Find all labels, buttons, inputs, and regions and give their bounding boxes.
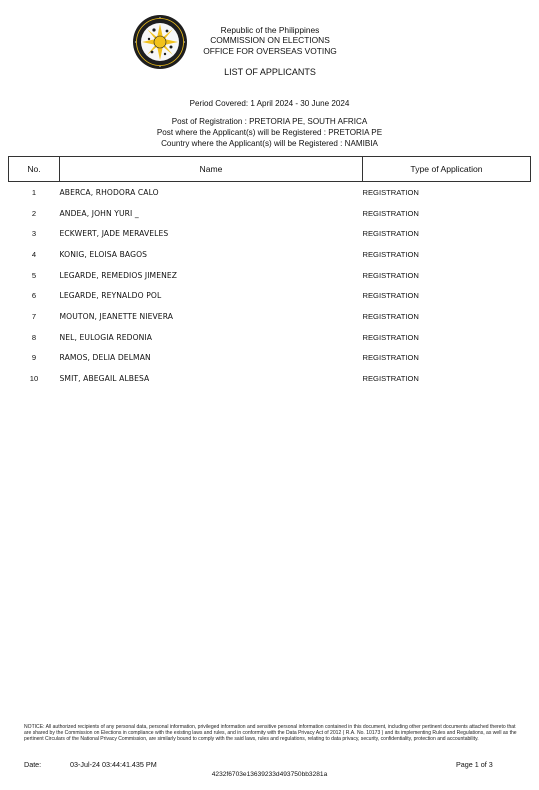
table-row xyxy=(9,348,531,369)
table-row xyxy=(9,244,531,265)
generated-date: 03-Jul-24 03:44:41.435 PM xyxy=(70,760,157,769)
applicant-name: LEGARDE, REYNALDO POL xyxy=(59,291,162,301)
privacy-notice: NOTICE: All authorized recipients of any personal data, personal information, privileged information and sensitive personal information contained in this document, including other pertinent documents attached thereto that are shared by the Commission on Elections in compliance with the existing laws and rules, and in conformity with the Data Privacy Act of 2012 ( R.A. No. 10173 ) and its implementing Rules and Regulations, as well as the pertinent Circulars of the National Privacy Commission, are similarly bound to comply with the said laws, rules and regulations, relating to data privacy, security, confidentiality, protection and accountability. xyxy=(24,724,517,743)
row-number: 3 xyxy=(31,229,37,239)
post-of-registration: Post of Registration : PRETORIA PE, SOUTH AFRICA xyxy=(171,117,368,126)
applicant-name: ECKWERT, JADE MERAVELES xyxy=(59,229,169,239)
application-type: REGISTRATION xyxy=(362,249,419,259)
application-type: REGISTRATION xyxy=(362,374,419,384)
country-registered: Country where the Applicant(s) will be Registered : NAMIBIA xyxy=(161,139,378,148)
applicants-table xyxy=(8,156,531,389)
header-republic: Republic of the Philippines xyxy=(220,25,320,35)
row-number: 5 xyxy=(31,270,37,280)
table-row xyxy=(9,306,531,327)
header-commission: COMMISSION ON ELECTIONS xyxy=(210,35,330,46)
table-row xyxy=(9,182,531,203)
application-type: REGISTRATION xyxy=(362,208,419,218)
table-row xyxy=(9,368,531,389)
application-type: REGISTRATION xyxy=(362,229,419,239)
applicant-name: MOUTON, JEANETTE NIEVERA xyxy=(59,311,174,321)
column-header-name: Name xyxy=(60,157,363,182)
applicant-name: RAMOS, DELIA DELMAN xyxy=(59,353,151,363)
row-number: 2 xyxy=(31,208,37,218)
table-row xyxy=(9,327,531,348)
row-number: 4 xyxy=(31,249,37,259)
applicant-name: KONIG, ELOISA BAGOS xyxy=(59,249,148,259)
application-type: REGISTRATION xyxy=(362,187,419,197)
page-indicator: Page 1 of 3 xyxy=(456,760,493,769)
period-covered: Period Covered: 1 April 2024 - 30 June 2024 xyxy=(189,99,350,108)
applicant-name: ANDEA, JOHN YURI _ xyxy=(59,208,139,218)
applicant-name: ABERCA, RHODORA CALO xyxy=(59,187,159,197)
row-number: 8 xyxy=(31,332,37,342)
applicant-name: SMIT, ABEGAIL ALBESA xyxy=(59,374,150,384)
table-header-row xyxy=(9,157,531,182)
table-row xyxy=(9,223,531,244)
application-type: REGISTRATION xyxy=(362,332,419,342)
application-type: REGISTRATION xyxy=(362,353,419,363)
column-header-no: No. xyxy=(9,157,60,182)
comelec-seal-logo xyxy=(132,14,188,70)
post-registered: Post where the Applicant(s) will be Registered : PRETORIA PE xyxy=(156,128,383,137)
application-type: REGISTRATION xyxy=(362,291,419,301)
row-number: 6 xyxy=(31,291,37,301)
applicant-name: LEGARDE, REMEDIOS JIMENEZ xyxy=(59,270,178,280)
application-type: REGISTRATION xyxy=(362,270,419,280)
application-type: REGISTRATION xyxy=(362,311,419,321)
header-office: OFFICE FOR OVERSEAS VOTING xyxy=(203,45,337,56)
row-number: 10 xyxy=(29,374,39,384)
table-row xyxy=(9,285,531,306)
date-label: Date: xyxy=(24,760,42,769)
table-row xyxy=(9,265,531,286)
table-row xyxy=(9,203,531,224)
document-hash: 4232f6703e13639233d493750bb3281a xyxy=(211,771,328,778)
row-number: 1 xyxy=(31,187,37,197)
row-number: 9 xyxy=(31,353,37,363)
applicant-name: NEL, EULOGIA REDONIA xyxy=(59,332,153,342)
row-number: 7 xyxy=(31,311,37,321)
column-header-type: Type of Application xyxy=(363,157,531,182)
agency-header xyxy=(190,25,350,56)
document-title: LIST OF APPLICANTS xyxy=(224,67,316,77)
